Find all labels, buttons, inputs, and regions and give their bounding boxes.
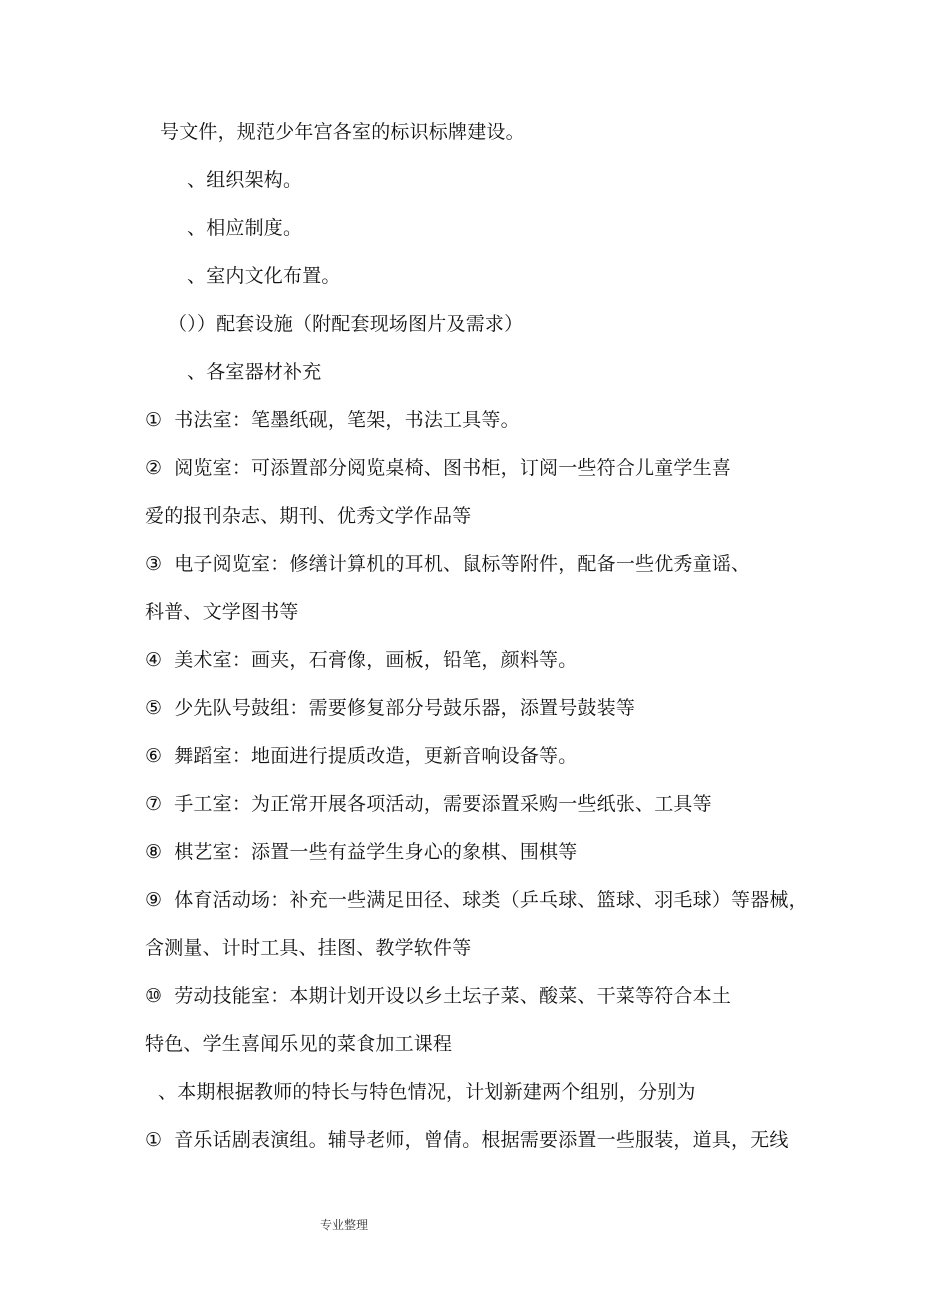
list-item-continuation: 特色、学生喜闻乐见的菜食加工课程 bbox=[145, 1033, 453, 1055]
item-number: ② bbox=[145, 457, 163, 479]
list-heading: 、室内文化布置。 bbox=[187, 265, 341, 287]
list-item bbox=[145, 840, 577, 864]
item-text: 电子阅览室：修缮计算机的耳机、鼠标等附件，配备一些优秀童谣、 bbox=[174, 553, 751, 575]
paragraph-line: 号文件，规范少年宫各室的标识标牌建设。 bbox=[160, 121, 525, 143]
section-heading: 、本期根据教师的特长与特色情况，计划新建两个组别，分别为 bbox=[158, 1081, 696, 1103]
list-heading: 、相应制度。 bbox=[187, 217, 303, 239]
item-text: 手工室：为正常开展各项活动，需要添置采购一些纸张、工具等 bbox=[174, 793, 712, 815]
section-heading: （））配套设施（附配套现场图片及需求） bbox=[168, 313, 524, 335]
item-number: ① bbox=[145, 409, 163, 431]
list-item bbox=[145, 744, 577, 768]
list-item bbox=[145, 408, 520, 432]
list-item bbox=[145, 456, 731, 480]
item-text: 美术室：画夹，石膏像，画板，铅笔，颜料等。 bbox=[174, 649, 578, 671]
list-item bbox=[145, 552, 750, 576]
item-number: ⑥ bbox=[145, 745, 163, 767]
item-number: ⑩ bbox=[145, 985, 163, 1007]
item-text: 体育活动场：补充一些满足田径、球类（乒乓球、篮球、羽毛球）等器械， bbox=[174, 889, 808, 911]
list-item-continuation: 科普、文学图书等 bbox=[145, 601, 299, 623]
item-number: ⑦ bbox=[145, 793, 163, 815]
item-text: 棋艺室：添置一些有益学生身心的象棋、围棋等 bbox=[174, 841, 578, 863]
list-item bbox=[145, 1128, 789, 1152]
page-footer: 专业整理 bbox=[320, 1218, 369, 1232]
list-item bbox=[145, 792, 712, 816]
item-text: 音乐话剧表演组。辅导老师，曾倩。根据需要添置一些服装，道具，无线 bbox=[174, 1129, 789, 1151]
list-item-continuation: 爱的报刊杂志、期刊、优秀文学作品等 bbox=[145, 505, 472, 527]
list-item bbox=[145, 648, 577, 672]
item-number: ④ bbox=[145, 649, 163, 671]
item-text: 劳动技能室：本期计划开设以乡土坛子菜、酸菜、干菜等符合本土 bbox=[174, 985, 732, 1007]
list-heading: 、各室器材补充 bbox=[187, 361, 322, 383]
list-item bbox=[145, 984, 731, 1008]
item-text: 少先队号鼓组：需要修复部分号鼓乐器，添置号鼓装等 bbox=[174, 697, 636, 719]
list-item-continuation: 含测量、计时工具、挂图、教学软件等 bbox=[145, 937, 472, 959]
list-item bbox=[145, 888, 808, 912]
item-number: ⑨ bbox=[145, 889, 163, 911]
item-number: ③ bbox=[145, 553, 163, 575]
list-item bbox=[145, 696, 635, 720]
item-text: 阅览室：可添置部分阅览桌椅、图书柜，订阅一些符合儿童学生喜 bbox=[174, 457, 732, 479]
item-number: ① bbox=[145, 1129, 163, 1151]
item-text: 书法室：笔墨纸砚，笔架，书法工具等。 bbox=[174, 409, 520, 431]
list-heading: 、组织架构。 bbox=[187, 169, 303, 191]
item-number: ⑤ bbox=[145, 697, 163, 719]
item-text: 舞蹈室：地面进行提质改造，更新音响设备等。 bbox=[174, 745, 578, 767]
item-number: ⑧ bbox=[145, 841, 163, 863]
